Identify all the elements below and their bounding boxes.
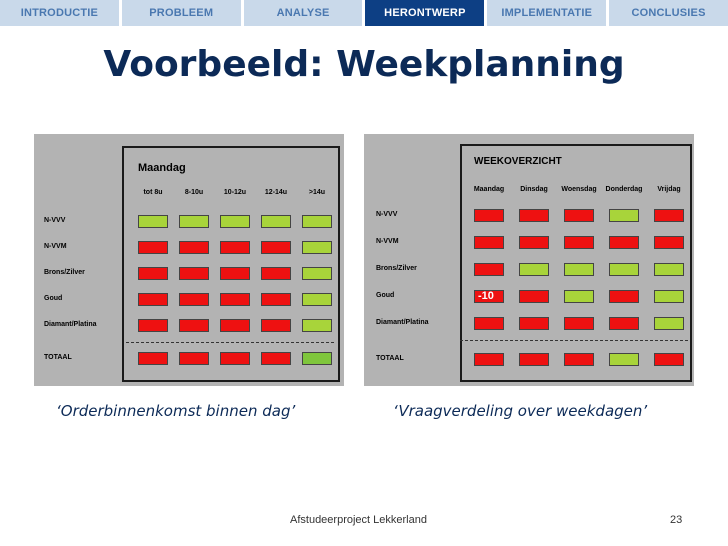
weekly-status-cell — [564, 290, 594, 303]
weekly-status-cell — [474, 317, 504, 330]
daily-column-header: >14u — [308, 189, 326, 196]
weekly-column-header: Maandag — [473, 186, 505, 193]
weekly-status-cell — [654, 209, 684, 222]
daily-row-label: Brons/Zilver — [44, 269, 85, 276]
daily-status-cell — [220, 267, 250, 280]
daily-status-cell — [261, 241, 291, 254]
tab-introductie[interactable]: INTRODUCTIE — [0, 0, 119, 26]
daily-status-cell — [261, 319, 291, 332]
daily-planning-frame — [122, 146, 340, 382]
weekly-status-cell — [654, 236, 684, 249]
daily-planning-panel — [34, 134, 344, 386]
tab-probleem[interactable]: PROBLEEM — [122, 0, 241, 26]
weekly-total-separator — [460, 340, 688, 341]
weekly-status-cell — [654, 317, 684, 330]
daily-row-label: Goud — [44, 295, 63, 302]
daily-total-cell — [220, 352, 250, 365]
daily-column-header: 12-14u — [264, 189, 288, 196]
weekly-row-label: N-VVM — [376, 238, 399, 245]
weekly-column-header: Woensdag — [561, 186, 597, 193]
daily-planning-heading: Maandag — [138, 162, 186, 174]
daily-status-cell — [302, 267, 332, 280]
weekly-status-cell — [609, 317, 639, 330]
daily-status-cell — [220, 319, 250, 332]
daily-total-separator — [126, 342, 334, 343]
weekly-overview-heading: WEEKOVERZICHT — [474, 156, 562, 167]
weekly-row-label: Brons/Zilver — [376, 265, 417, 272]
weekly-status-cell — [564, 263, 594, 276]
daily-row-label: N-VVV — [44, 217, 66, 224]
weekly-status-cell — [609, 290, 639, 303]
daily-status-cell — [220, 293, 250, 306]
weekly-status-cell — [564, 236, 594, 249]
daily-status-cell — [220, 241, 250, 254]
section-nav — [0, 0, 728, 26]
weekly-status-cell — [519, 236, 549, 249]
weekly-column-header: Vrijdag — [657, 186, 681, 193]
daily-row-label: N-VVM — [44, 243, 67, 250]
weekly-total-cell — [609, 353, 639, 366]
slide-title: Voorbeeld: Weekplanning — [103, 44, 625, 85]
daily-status-cell — [179, 267, 209, 280]
daily-column-header: 10-12u — [223, 189, 247, 196]
daily-status-cell — [179, 319, 209, 332]
daily-status-cell — [302, 319, 332, 332]
daily-status-cell — [261, 293, 291, 306]
daily-column-header: tot 8u — [143, 189, 163, 196]
daily-status-cell — [302, 241, 332, 254]
daily-status-cell — [179, 293, 209, 306]
weekly-total-cell — [519, 353, 549, 366]
footer-text: Afstudeerproject Lekkerland — [290, 514, 427, 526]
daily-total-cell — [302, 352, 332, 365]
daily-row-label: Diamant/Platina — [44, 321, 97, 328]
weekly-cell-value: -10 — [478, 290, 494, 302]
weekly-status-cell — [474, 209, 504, 222]
weekly-overview-panel — [364, 134, 694, 386]
daily-status-cell — [261, 267, 291, 280]
tab-conclusies[interactable]: CONCLUSIES — [609, 0, 728, 26]
weekly-total-cell — [564, 353, 594, 366]
weekly-status-cell — [519, 290, 549, 303]
page-number: 23 — [670, 514, 683, 526]
daily-status-cell — [220, 215, 250, 228]
weekly-column-header: Dinsdag — [520, 186, 548, 193]
left-caption: ‘Orderbinnenkomst binnen dag’ — [56, 402, 296, 420]
daily-total-cell — [138, 352, 168, 365]
weekly-row-label: Diamant/Platina — [376, 319, 429, 326]
weekly-status-cell — [564, 317, 594, 330]
daily-status-cell — [302, 215, 332, 228]
weekly-status-cell — [519, 209, 549, 222]
weekly-status-cell — [474, 236, 504, 249]
weekly-status-cell — [609, 209, 639, 222]
daily-column-header: 8-10u — [184, 189, 204, 196]
daily-total-cell — [261, 352, 291, 365]
weekly-status-cell — [519, 317, 549, 330]
daily-status-cell — [138, 293, 168, 306]
weekly-total-cell — [654, 353, 684, 366]
daily-status-cell — [302, 293, 332, 306]
weekly-column-header: Donderdag — [605, 186, 643, 193]
weekly-status-cell — [474, 290, 504, 303]
right-caption: ‘Vraagverdeling over weekdagen’ — [393, 402, 648, 420]
daily-status-cell — [261, 215, 291, 228]
weekly-status-cell — [474, 263, 504, 276]
weekly-total-label: TOTAAL — [376, 355, 404, 362]
weekly-row-label: N-VVV — [376, 211, 398, 218]
tab-analyse[interactable]: ANALYSE — [244, 0, 363, 26]
daily-status-cell — [179, 241, 209, 254]
weekly-row-label: Goud — [376, 292, 395, 299]
daily-total-cell — [179, 352, 209, 365]
weekly-total-cell — [474, 353, 504, 366]
weekly-status-cell — [654, 263, 684, 276]
daily-total-label: TOTAAL — [44, 354, 72, 361]
tab-implementatie[interactable]: IMPLEMENTATIE — [487, 0, 606, 26]
daily-status-cell — [138, 215, 168, 228]
weekly-status-cell — [654, 290, 684, 303]
weekly-status-cell — [564, 209, 594, 222]
daily-status-cell — [179, 215, 209, 228]
daily-status-cell — [138, 319, 168, 332]
weekly-status-cell — [519, 263, 549, 276]
weekly-status-cell — [609, 263, 639, 276]
daily-status-cell — [138, 267, 168, 280]
weekly-status-cell — [609, 236, 639, 249]
tab-herontwerp[interactable]: HERONTWERP — [365, 0, 484, 26]
daily-status-cell — [138, 241, 168, 254]
